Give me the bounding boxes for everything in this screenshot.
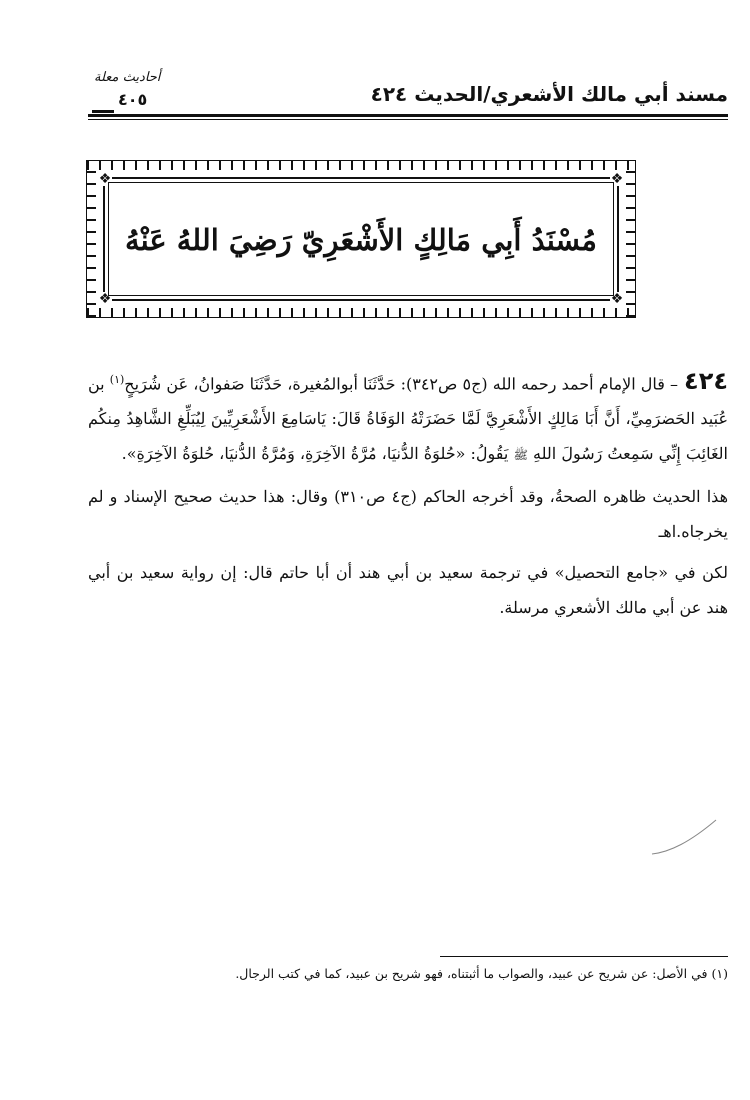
running-title: مسند أبي مالك الأشعري/الحديث ٤٢٤ <box>370 82 728 106</box>
hadith-number: ٤٢٤ <box>684 367 728 396</box>
footnote <box>220 966 728 981</box>
hadith-text-middle: بن عُبَيد الحَضرَمِيِّ، أَنَّ أَبَا مَالِكٍ الأَشْعَرِيَّ لَمَّا حَضَرَتْهُ الوَفَاةُ قَالَ: يَاسَامِعَ الأَشْعَرِيِّينَ لِيُبَلِّغِ الشَّاهِدُ مِنكُم الغَائِبَ إِنِّي سَمِعتُ رَسُولَ اللهِ <box>88 374 728 464</box>
ornament-icon: ❖ <box>610 171 624 187</box>
pencil-mark <box>650 818 720 858</box>
frame-inner-border <box>98 171 624 307</box>
page-header <box>88 70 728 116</box>
hadith-paragraph <box>88 362 728 473</box>
ornament-icon: ❖ <box>610 291 624 307</box>
hadith-text-start: – قال الإمام أحمد رحمه الله (ج٥ ص٣٤٢): حَدَّثَنَا أبوالمُغيرة، حَدَّثَنَا صَفوانُ، عَن شُرَيحٍ <box>124 374 679 394</box>
footnote-marker: (١) <box>711 966 728 981</box>
chapter-title: مُسْنَدُ أَبِي مَالِكٍ الأَشْعَرِيّ رَضِيَ اللهُ عَنْهُ <box>125 223 597 257</box>
commentary-paragraph: لكن في «جامع التحصيل» في ترجمة سعيد بن أبي هند أن أبا حاتم قال: إن رواية سعيد بن أبي هند عن أبي مالك الأشعري مرسلة. <box>88 563 728 618</box>
ornament-icon: ❖ <box>98 291 112 307</box>
salla-glyph: ﷺ <box>513 448 528 463</box>
header-rule-thin <box>88 119 728 120</box>
page-number-underline <box>92 110 114 113</box>
ornament-icon: ❖ <box>98 171 112 187</box>
footnote-reference[interactable]: (١) <box>109 373 125 386</box>
commentary-paragraph: هذا الحديث ظاهره الصحةُ، وقد أخرجه الحاكم (ج٤ ص٣١٠) وقال: هذا حديث صحيح الإسناد و لم يخرجاه.اهـ <box>88 487 729 542</box>
footnote-text: في الأصل: عن شريح عن عبيد، والصواب ما أثبتناه، فهو شريح بن عبيد، كما في كتب الرجال. <box>235 966 708 981</box>
main-text <box>88 362 728 625</box>
hadith-text-end: يَقُولُ: «حُلوَةُ الدُّنيَا، مُرَّةُ الآخِرَةِ، وَمُرَّةُ الدُّنيَا، حُلوَةُ الآخِرَةِ». <box>121 444 509 464</box>
footnote-rule <box>440 956 728 957</box>
page-number: ٤٠٥ <box>118 90 148 109</box>
handwritten-note: أحاديث معلة <box>94 70 161 85</box>
ornamental-frame <box>86 160 636 318</box>
header-rule <box>88 114 728 117</box>
